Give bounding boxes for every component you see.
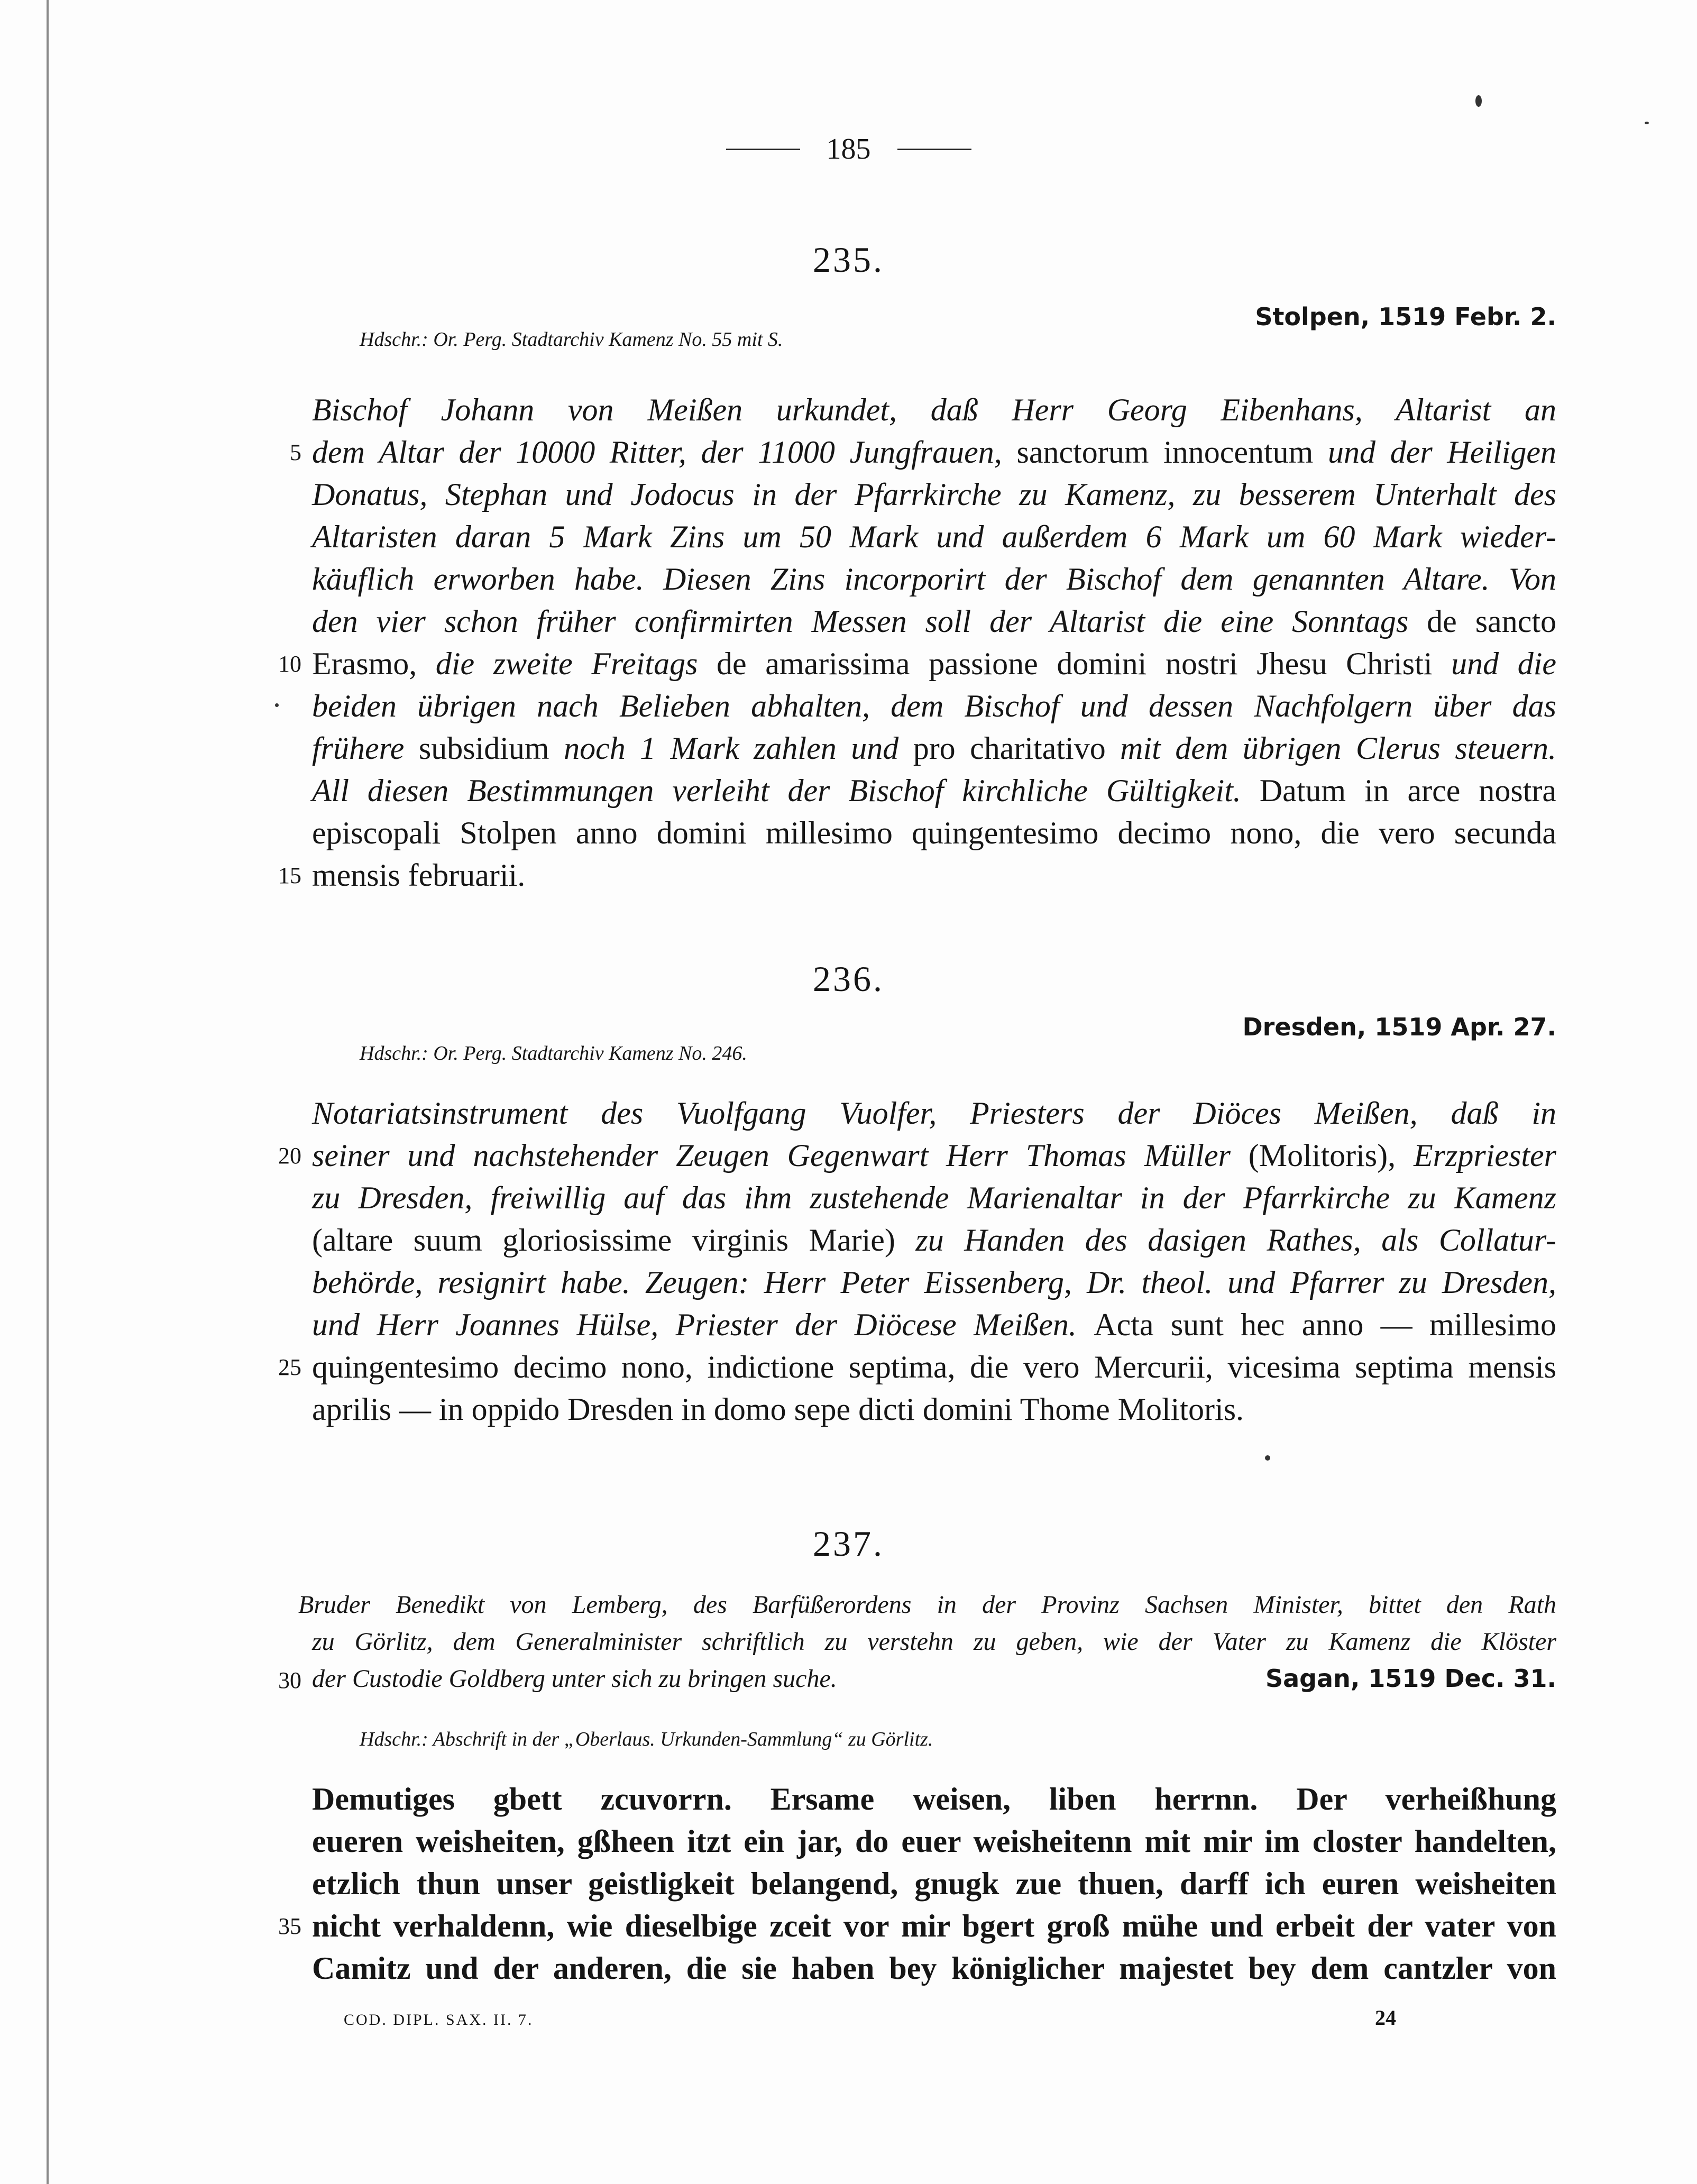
text-line	[312, 1219, 1556, 1261]
text-segment: und der Heiligen	[1328, 435, 1556, 470]
page-number: 185	[826, 133, 871, 166]
text-line	[312, 1134, 1556, 1177]
text-line	[312, 1862, 1556, 1905]
scan-speck	[1645, 122, 1649, 124]
text-segment: (Molitoris),	[1248, 1138, 1414, 1173]
place-date: Stolpen, 1519 Febr. 2.	[1255, 302, 1556, 331]
text-line	[312, 473, 1556, 516]
source-note: Hdschr.: Abschrift in der „Oberlaus. Urkunden-Sammlung“ zu Görlitz.	[360, 1728, 933, 1750]
text-segment: nicht verhaldenn, wie dieselbige zceit vor mir bgert groß mühe und erbeit der vater von	[312, 1908, 1556, 1943]
text-segment: sanctorum innocentum	[1016, 435, 1328, 470]
text-segment: beiden übrigen nach Belieben abhalten, dem Bischof und dessen Nachfolgern über das	[312, 689, 1556, 723]
text-segment: Donatus, Stephan und Jodocus in der Pfarrkirche zu Kamenz, zu besserem Unterhalt des	[312, 477, 1556, 512]
text-line	[312, 1092, 1556, 1134]
text-line	[312, 1947, 1556, 1989]
text-segment: frühere	[312, 731, 419, 766]
text-segment: Notariatsinstrument des Vuolfgang Vuolfer, Priesters der Diöces Meißen, daß in	[312, 1096, 1556, 1131]
text-line	[312, 389, 1556, 431]
line-number: 35	[278, 1913, 301, 1939]
text-segment: Erasmo,	[312, 646, 436, 681]
text-segment: Acta sunt hec anno — millesimo	[1094, 1307, 1556, 1342]
text-line	[312, 812, 1556, 854]
source-note: Hdschr.: Or. Perg. Stadtarchiv Kamenz No. 246.	[360, 1042, 747, 1065]
footer-signature: COD. DIPL. SAX. II. 7.	[344, 2011, 534, 2029]
text-line	[312, 516, 1556, 558]
text-segment: subsidium	[418, 731, 564, 766]
line-number: 25	[278, 1354, 301, 1380]
scan-speck	[1265, 1455, 1270, 1461]
line-number: 5	[290, 439, 301, 465]
text-segment: mensis februarii.	[312, 858, 526, 893]
text-line	[312, 643, 1556, 685]
text-segment: behörde, resignirt habe. Zeugen: Herr Peter Eissenberg, Dr. theol. und Pfarrer zu Dresden,	[312, 1265, 1556, 1300]
binding-edge-line	[47, 0, 49, 2184]
place-date: Dresden, 1519 Apr. 27.	[1242, 1013, 1556, 1041]
text-line	[312, 1905, 1556, 1947]
text-segment: Camitz und der anderen, die sie haben bey königlicher majestet bey dem cantzler von	[312, 1951, 1556, 1986]
document-number: 237.	[813, 1524, 884, 1564]
text-segment: de sancto	[1427, 604, 1556, 639]
text-segment: und die	[1451, 646, 1557, 681]
text-segment: quingentesimo decimo nono, indictione septima, die vero Mercurii, vicesima septima mensis	[312, 1350, 1556, 1384]
text-segment: All diesen Bestimmungen verleiht der Bischof kirchliche Gültigkeit.	[312, 773, 1260, 808]
header-dash-right	[897, 149, 971, 150]
scan-speck	[1475, 95, 1482, 107]
line-number: 15	[278, 862, 301, 888]
text-line	[312, 727, 1556, 769]
text-line	[312, 558, 1556, 600]
text-segment: etzlich thun unser geistligkeit belangend, gnugk zue thuen, darff ich euren weisheiten	[312, 1866, 1556, 1901]
document-number: 235.	[813, 240, 884, 280]
footer-sheet-number: 24	[1375, 2006, 1396, 2030]
text-segment: Datum in arce nostra	[1259, 773, 1556, 808]
header-dash-left	[726, 149, 800, 150]
text-segment: dem Altar der 10000 Ritter, der 11000 Jungfrauen,	[312, 435, 1017, 470]
text-segment: und Herr Joannes Hülse, Priester der Diöcese Meißen.	[312, 1307, 1094, 1342]
source-note: Hdschr.: Or. Perg. Stadtarchiv Kamenz No. 55 mit S.	[360, 328, 783, 351]
text-segment: Demutiges gbett zcuvorrn. Ersame weisen, liben herrnn. Der verheißhung	[312, 1782, 1556, 1816]
text-line	[312, 431, 1556, 473]
text-segment: mit dem übrigen Clerus steuern.	[1120, 731, 1556, 766]
text-line	[312, 769, 1556, 812]
text-segment: pro charitativo	[913, 731, 1121, 766]
text-segment: käuflich erworben habe. Diesen Zins incorporirt der Bischof dem genannten Altare. Von	[312, 562, 1556, 597]
text-segment: de amarissima passione domini nostri Jhesu Christi	[717, 646, 1452, 681]
summary-line: zu Görlitz, dem Generalminister schriftlich zu verstehn zu geben, wie der Vater zu Kamenz die Klöster	[312, 1628, 1556, 1656]
text-line	[312, 1261, 1556, 1304]
text-line	[312, 1778, 1556, 1820]
text-line	[312, 600, 1556, 643]
text-line	[312, 1346, 1556, 1388]
text-segment: Erzpriester	[1414, 1138, 1556, 1173]
line-number: 20	[278, 1143, 301, 1169]
line-number: 10	[278, 651, 301, 677]
text-segment: episcopali Stolpen anno domini millesimo quingentesimo decimo nono, die vero secunda	[312, 815, 1556, 850]
summary-line: der Custodie Goldberg unter sich zu bringen suche.	[312, 1665, 837, 1693]
text-segment: aprilis — in oppido Dresden in domo sepe dicti domini Thome Molitoris.	[312, 1392, 1244, 1427]
text-segment: den vier schon früher confirmirten Messen soll der Altarist die eine Sonntags	[312, 604, 1427, 639]
text-segment: noch 1 Mark zahlen und	[564, 731, 913, 766]
text-line	[312, 1304, 1556, 1346]
text-segment: die zweite Freitags	[435, 646, 717, 681]
text-segment: (altare suum gloriosissime virginis Marie)	[312, 1223, 916, 1258]
page-header	[0, 132, 1697, 166]
text-segment: eueren weisheiten, gßheen itzt ein jar, do euer weisheitenn mit mir im closter handelten,	[312, 1824, 1556, 1859]
text-segment: Bischof Johann von Meißen urkundet, daß Herr Georg Eibenhans, Altarist an	[312, 392, 1556, 427]
place-date: Sagan, 1519 Dec. 31.	[1265, 1664, 1556, 1693]
text-segment: seiner und nachstehender Zeugen Gegenwart Herr Thomas Müller	[312, 1138, 1249, 1173]
line-number: 30	[278, 1667, 301, 1693]
summary-line: Bruder Benedikt von Lemberg, des Barfüßerordens in der Provinz Sachsen Minister, bittet den Rath	[298, 1591, 1556, 1619]
text-line	[312, 1388, 1556, 1430]
text-segment: zu Handen des dasigen Rathes, als Collatur-	[915, 1223, 1556, 1258]
scan-speck	[275, 703, 279, 707]
text-segment: Altaristen daran 5 Mark Zins um 50 Mark und außerdem 6 Mark um 60 Mark wieder-	[312, 519, 1556, 554]
text-line	[312, 854, 1556, 896]
text-line	[312, 1820, 1556, 1862]
text-segment: zu Dresden, freiwillig auf das ihm zustehende Marienaltar in der Pfarrkirche zu Kamenz	[312, 1180, 1556, 1215]
text-line	[312, 685, 1556, 727]
text-line	[312, 1177, 1556, 1219]
document-number: 236.	[813, 959, 884, 999]
